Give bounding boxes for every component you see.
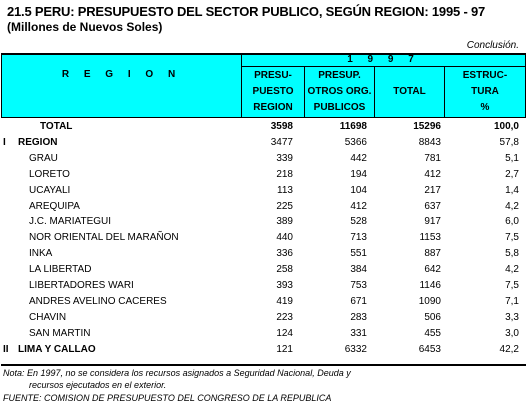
cell-otros-org: 194 [350,168,367,180]
header-line: % [480,102,490,113]
cell-estructura: 7,1 [505,295,519,307]
cell-presupuesto-region: 3477 [270,136,293,148]
cell-presupuesto-region: 393 [276,280,293,291]
cell-presupuesto-region: 419 [276,295,293,307]
header-line: OTROS ORG. [307,86,372,97]
table-row [0,342,532,358]
row-label: REGION [18,136,58,148]
header-line: PRESUP. [318,70,361,81]
header-bottom-border [1,117,526,118]
col-presupuesto-region-header [242,68,304,116]
cell-presupuesto-region: 113 [277,184,293,196]
header-line: PUBLICOS [313,102,366,113]
row-label: NOR ORIENTAL DEL MARAÑON [29,232,179,244]
note-text-continued: recursos ejecutados en el exterior. [29,380,167,390]
note-text: Nota: En 1997, no se considera los recursos asignados a Seguridad Nacional, Deuda y [3,368,351,378]
row-number: II [3,343,9,355]
table-row [0,262,532,278]
row-label: SAN MARTIN [29,327,91,339]
cell-otros-org: 11698 [339,121,367,132]
cell-estructura: 3,0 [505,327,519,339]
cell-otros-org: 753 [350,280,367,291]
cell-presupuesto-region: 258 [276,264,293,276]
cell-otros-org: 283 [350,311,367,323]
year-header: 1 9 9 7 [347,54,420,65]
cell-estructura: 5,8 [505,248,519,260]
cell-estructura: 42,2 [499,343,519,355]
cell-total: 887 [424,248,441,260]
row-label: J.C. MARIATEGUI [29,216,112,228]
table-row [0,214,532,230]
table-row [0,183,532,199]
cell-otros-org: 442 [350,152,367,164]
header-line: ESTRUC- [462,70,508,81]
table-row [0,294,532,310]
page-title: 21.5 PERU: PRESUPUESTO DEL SECTOR PUBLICO, SEGÚN REGION: 1995 - 97 [7,4,486,19]
cell-presupuesto-region: 223 [276,311,293,323]
cell-total: 506 [424,311,441,323]
col-total-header: TOTAL [393,86,426,97]
header-left-border [1,54,2,118]
cell-total: 217 [424,184,441,196]
cell-presupuesto-region: 121 [276,343,293,355]
header-right-border [525,54,526,118]
cell-otros-org: 412 [350,200,367,212]
cell-presupuesto-region: 336 [276,248,293,260]
cell-estructura: 5,1 [505,152,519,164]
row-label: LIBERTADORES WARI [29,280,134,291]
row-label: ANDRES AVELINO CACERES [29,295,167,307]
table-row [0,119,532,135]
cell-presupuesto-region: 225 [276,200,293,212]
cell-total: 455 [424,327,441,339]
cell-otros-org: 5366 [344,136,367,148]
cell-estructura: 1,4 [505,184,519,196]
conclusion-label: Conclusión. [466,40,519,51]
cell-total: 781 [424,152,441,164]
table-bottom-border [1,364,526,366]
cell-estructura: 4,2 [505,200,519,212]
cell-estructura: 57,8 [499,136,519,148]
row-label: GRAU [29,152,58,164]
cell-presupuesto-region: 3598 [270,121,293,132]
cell-estructura: 7,5 [505,232,519,244]
source-text: FUENTE: COMISION DE PRESUPUESTO DEL CONGRESO DE LA REPUBLICA [3,393,332,403]
cell-total: 1146 [419,280,441,291]
cell-otros-org: 671 [350,295,367,307]
cell-total: 8843 [418,136,441,148]
row-label: CHAVIN [29,311,67,323]
table-row [0,199,532,215]
row-number: I [3,136,6,148]
cell-presupuesto-region: 124 [276,327,293,339]
cell-estructura: 7,5 [505,280,519,291]
cell-estructura: 4,2 [505,264,519,276]
row-label: LORETO [29,168,70,180]
region-column-header: R E G I O N [61,69,182,80]
cell-presupuesto-region: 389 [276,216,293,228]
page-subtitle: (Millones de Nuevos Soles) [7,20,163,34]
table-row [0,151,532,167]
cell-total: 15296 [413,121,441,132]
cell-otros-org: 384 [350,264,367,276]
col-otros-org-header [305,68,374,116]
row-label: INKA [29,248,53,260]
header-line: TURA [471,86,499,97]
table-row [0,310,532,326]
col-estructura-header [445,68,525,116]
row-label: UCAYALI [29,184,71,196]
cell-total: 412 [424,168,441,180]
cell-total: 917 [424,216,441,228]
table-row [0,246,532,262]
cell-total: 1090 [418,295,441,307]
table-row [0,135,532,151]
table-row [0,326,532,342]
cell-estructura: 100,0 [493,121,519,132]
cell-total: 1153 [419,232,441,244]
row-label: AREQUIPA [29,200,80,212]
row-label: LA LIBERTAD [29,264,92,276]
cell-otros-org: 551 [350,248,367,260]
table-row [0,230,532,246]
cell-estructura: 6,0 [505,216,519,228]
header-line: REGION [253,102,293,113]
cell-presupuesto-region: 218 [276,168,293,180]
cell-otros-org: 713 [350,232,367,244]
cell-estructura: 3,3 [505,311,519,323]
cell-otros-org: 331 [350,327,367,339]
cell-total: 6453 [418,343,441,355]
table-row [0,278,532,294]
cell-presupuesto-region: 440 [276,232,293,244]
cell-otros-org: 104 [350,184,367,196]
cell-presupuesto-region: 339 [276,152,293,164]
row-label: LIMA Y CALLAO [18,343,96,355]
cell-otros-org: 6332 [344,343,367,355]
header-line: PRESU- [254,70,292,81]
table-row [0,167,532,183]
cell-total: 637 [424,200,441,212]
cell-otros-org: 528 [350,216,367,228]
cell-total: 642 [424,264,441,276]
cell-estructura: 2,7 [505,168,519,180]
header-line: PUESTO [252,86,294,97]
row-label: TOTAL [40,121,73,132]
